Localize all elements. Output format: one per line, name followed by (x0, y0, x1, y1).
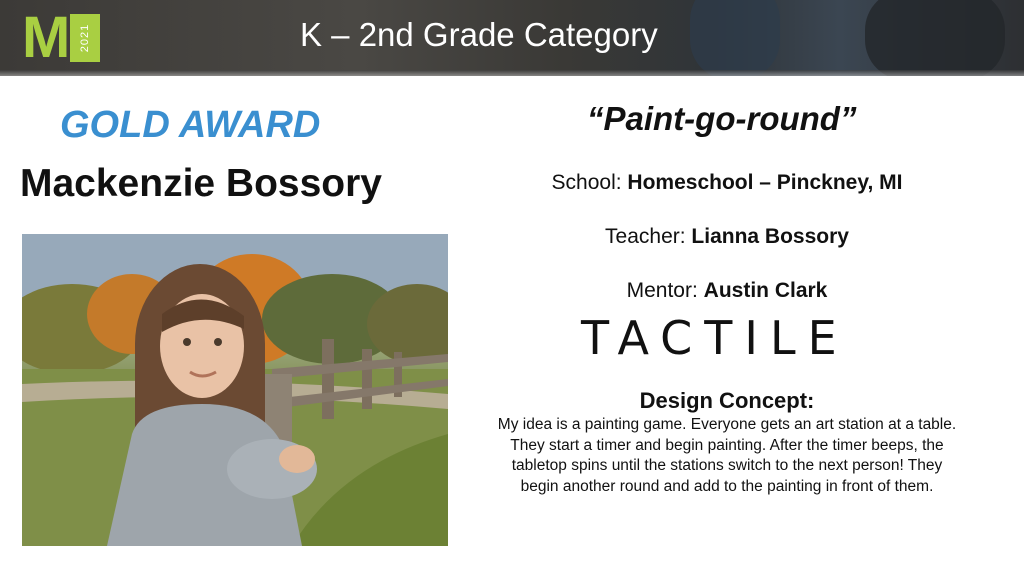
tactile-logo: TACTILE (581, 311, 849, 365)
mentor-label: Mentor: (626, 279, 698, 302)
logo-year: 2021 (79, 23, 92, 53)
header-background-shape (865, 0, 1005, 76)
winner-name: Mackenzie Bossory (20, 162, 382, 205)
teacher-label: Teacher: (605, 225, 686, 248)
school-label: School: (551, 171, 622, 194)
entry-title: “Paint-go-round” (587, 100, 857, 137)
school-value: Homeschool – Pinckney, MI (627, 171, 903, 194)
header-background-shape (690, 0, 780, 76)
mentor-line (517, 279, 937, 303)
school-line (517, 171, 937, 195)
category-title: K – 2nd Grade Category (300, 16, 658, 53)
portrait-photo-icon (22, 234, 448, 546)
logo-letter: M (22, 5, 69, 70)
teacher-value: Lianna Bossory (691, 225, 849, 248)
header-banner (0, 0, 1024, 76)
design-concept-heading: Design Concept: (639, 388, 815, 413)
logo-bar (70, 14, 100, 62)
header-shadow (0, 70, 1024, 76)
award-label: GOLD AWARD (60, 104, 321, 146)
winner-photo (22, 234, 448, 546)
teacher-line (517, 225, 937, 249)
mentor-value: Austin Clark (703, 279, 828, 302)
m-2021-logo (22, 5, 100, 70)
design-concept-text: My idea is a painting game. Everyone gets an art station at a table. They start a timer and begin painting. After the timer beeps, the tabletop spins until the stations switch to the next person! They begin another round and add to the painting in front of them. (497, 416, 957, 495)
